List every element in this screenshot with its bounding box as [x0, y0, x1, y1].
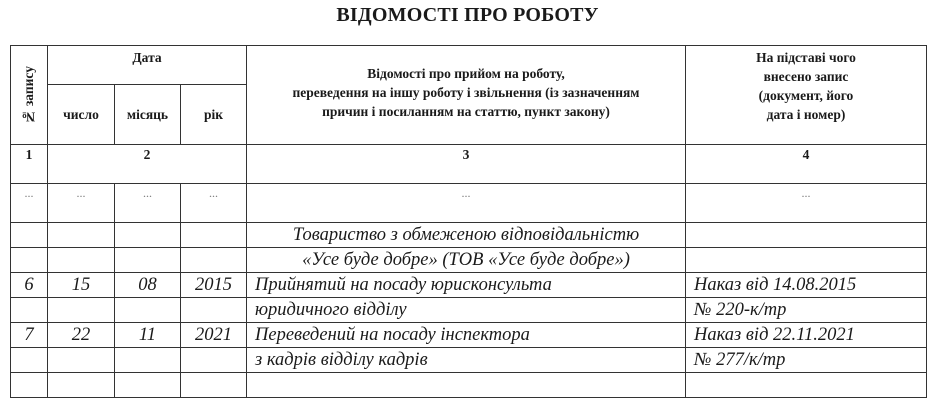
record-month [115, 298, 181, 323]
record-basis [686, 373, 927, 398]
record-day: 15 [48, 273, 115, 298]
col-number-3: 3 [247, 145, 686, 184]
record-info: «Усе буде добре» (ТОВ «Усе буде добре») [247, 248, 686, 273]
table-row [11, 323, 927, 348]
header-date: Дата [48, 46, 247, 85]
record-basis: № 277/к/тр [686, 348, 927, 373]
record-basis: Наказ від 14.08.2015 [686, 273, 927, 298]
header-info [247, 46, 686, 145]
record-year [181, 248, 247, 273]
col-number-4: 4 [686, 145, 927, 184]
header-info-line: причин і посиланням на статтю, пункт закону) [322, 104, 610, 119]
record-basis [686, 248, 927, 273]
ellipsis-cell: ... [686, 184, 927, 223]
table-row [11, 248, 927, 273]
ellipsis-cell: ... [11, 184, 48, 223]
record-basis: № 220-к/тр [686, 298, 927, 323]
record-no [11, 248, 48, 273]
work-records-table [10, 45, 927, 398]
record-no [11, 298, 48, 323]
ellipsis-cell: ... [181, 184, 247, 223]
header-record-no [11, 46, 48, 145]
record-month [115, 223, 181, 248]
record-day [48, 373, 115, 398]
record-info [247, 373, 686, 398]
record-info: Переведений на посаду інспектора [247, 323, 686, 348]
ellipsis-cell: ... [115, 184, 181, 223]
record-basis [686, 223, 927, 248]
record-day [48, 298, 115, 323]
header-info-line: Відомості про прийом на роботу, [367, 66, 565, 81]
page-title: ВІДОМОСТІ ПРО РОБОТУ [336, 4, 599, 26]
record-basis: Наказ від 22.11.2021 [686, 323, 927, 348]
header-month: місяць [115, 85, 181, 145]
record-year [181, 373, 247, 398]
header-year: рік [181, 85, 247, 145]
record-day [48, 348, 115, 373]
record-day [48, 248, 115, 273]
ellipsis-cell: ... [48, 184, 115, 223]
record-year [181, 298, 247, 323]
record-month [115, 373, 181, 398]
ellipsis-row [11, 184, 927, 223]
header-basis [686, 46, 927, 145]
col-number-2: 2 [48, 145, 247, 184]
record-day: 22 [48, 323, 115, 348]
record-year [181, 348, 247, 373]
record-no: 6 [11, 273, 48, 298]
record-year: 2021 [181, 323, 247, 348]
header-basis-line: (документ, його [758, 88, 854, 103]
header-day: число [48, 85, 115, 145]
header-basis-line: дата і номер) [766, 107, 846, 122]
table-row [11, 298, 927, 323]
record-info: Товариство з обмеженою відповідальністю [247, 223, 686, 248]
table-row [11, 373, 927, 398]
record-info: юридичного відділу [247, 298, 686, 323]
record-month: 08 [115, 273, 181, 298]
record-no [11, 373, 48, 398]
table-row [11, 273, 927, 298]
record-month: 11 [115, 323, 181, 348]
table-row [11, 348, 927, 373]
ellipsis-cell: ... [247, 184, 686, 223]
record-day [48, 223, 115, 248]
table-row [11, 223, 927, 248]
record-info: Прийнятий на посаду юрисконсульта [247, 273, 686, 298]
record-no [11, 223, 48, 248]
record-no: 7 [11, 323, 48, 348]
col-number-1: 1 [11, 145, 48, 184]
header-record-no-label: № запису [21, 65, 36, 125]
record-month [115, 348, 181, 373]
record-year [181, 223, 247, 248]
header-basis-line: На підставі чого [756, 50, 856, 65]
record-no [11, 348, 48, 373]
record-year: 2015 [181, 273, 247, 298]
record-info: з кадрів відділу кадрів [247, 348, 686, 373]
record-month [115, 248, 181, 273]
header-basis-line: внесено запис [763, 69, 849, 84]
header-info-line: переведення на іншу роботу і звільнення (із зазначенням [292, 85, 640, 100]
